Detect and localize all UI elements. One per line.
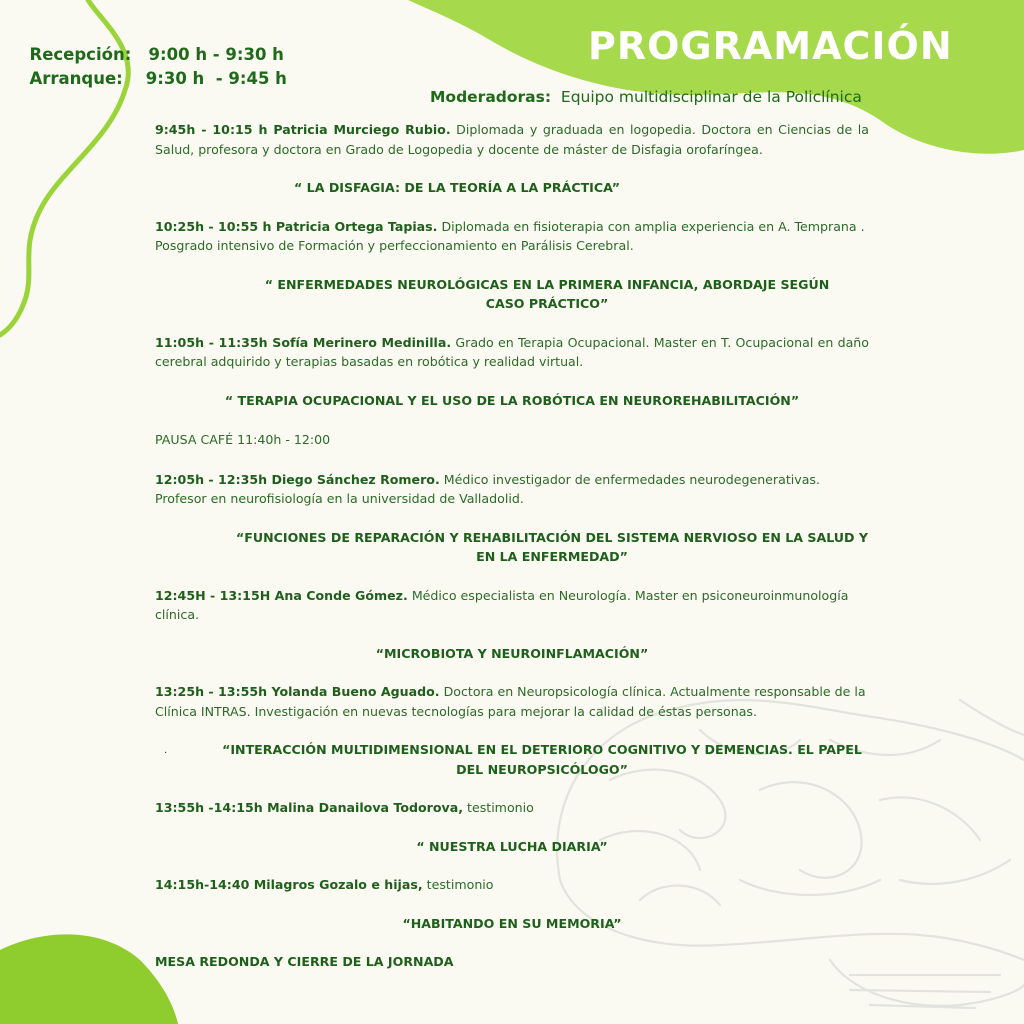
entry-text: testimonio [422,877,494,892]
moderators-label: Moderadoras: [430,88,552,106]
talk-title: “MICROBIOTA Y NEUROINFLAMACIÓN” [375,645,649,661]
coffee-break: PAUSA CAFÉ 11:40h - 12:00 [155,432,331,447]
entry-text: Médico especialista en Neurología. Master en psiconeuroinmunología clínica. [155,587,849,622]
moderators-line [430,88,862,106]
talk-title: “ LA DISFAGIA: DE LA TEORÍA A LA PRÁCTICA” [294,180,620,195]
page-title: PROGRAMACIÓN [588,24,953,68]
reception-time: 9:00 h - 9:30 h [148,45,284,64]
entry-lead: 13:55h -14:15h Malina Danailova Todorova, [155,800,463,815]
program-entry [155,586,869,625]
entry-lead: 14:15h-14:40 Milagros Gozalo e hijas, [155,877,423,892]
entry-text: testimonio [463,800,534,815]
stray-dot: · [164,748,168,759]
entry-lead: 12:05h - 12:35h Diego Sánchez Romero. [155,471,440,487]
program-entry [155,798,869,818]
entry-text: Doctora en Neuropsicología clínica. Actualmente responsable de la Clínica INTRAS. Investigación en nuevas tecnologías para mejorar la calidad de éstas personas. [155,684,866,719]
program-entry [155,682,869,721]
bottom-left-blob [0,934,178,1024]
entry-text: Médico investigador de enfermedades neurodegenerativas. Profesor en neurofisiología en la universidad de Valladolid. [155,471,820,506]
talk-title: “ TERAPIA OCUPACIONAL Y EL USO DE LA ROBÓTICA EN NEUROREHABILITACIÓN” [224,392,800,408]
entry-text: Grado en Terapia Ocupacional. Master en T. Ocupacional en daño cerebral adquirido y terapias basadas en robótica y realidad virtual. [155,334,869,369]
program-list [155,120,869,972]
start-time: 9:30 h - 9:45 h [145,69,287,88]
entry-lead: 11:05h - 11:35h Sofía Merinero Medinilla. [155,334,452,350]
start-label: Arranque: [29,69,123,88]
talk-title: “ NUESTRA LUCHA DIARIA” [416,838,608,854]
entry-lead: 12:45H - 13:15H Ana Conde Gómez. [155,587,408,603]
program-entry [155,120,869,159]
program-entry [155,333,869,372]
program-entry [155,875,869,895]
closing-roundtable: MESA REDONDA Y CIERRE DE LA JORNADA [155,954,454,969]
entry-lead: 10:25h - 10:55 h Patricia Ortega Tapias. [155,218,438,234]
talk-title: “HABITANDO EN SU MEMORIA” [402,915,622,931]
entry-text: Diplomada en fisioterapia con amplia experiencia en A. Temprana . Posgrado intensivo de Formación y perfeccionamiento en Parálisis Cerebral. [155,218,865,253]
moderators-value: Equipo multidisciplinar de la Policlínica [560,88,862,106]
talk-title: “ ENFERMEDADES NEUROLÓGICAS EN LA PRIMERA INFANCIA, ABORDAJE SEGÚN CASO PRÁCTICO” [264,276,830,311]
talk-title: “INTERACCIÓN MULTIDIMENSIONAL EN EL DETERIORO COGNITIVO Y DEMENCIAS. EL PAPEL DEL NEUROPSICÓLOGO” [222,742,862,777]
reception-label: Recepción: [29,45,132,64]
program-entry [155,470,869,509]
talk-title: “FUNCIONES DE REPARACIÓN Y REHABILITACIÓN DEL SISTEMA NERVIOSO EN LA SALUD Y EN LA ENFERMEDAD” [236,529,868,564]
start-schedule [18,46,287,90]
program-entry [155,217,869,256]
entry-lead: 9:45h - 10:15 h Patricia Murciego Rubio. [155,122,451,137]
entry-text: Diplomada y graduada en logopedia. Doctora en Ciencias de la Salud, profesora y doctora en Grado de Logopedia y docente de máster de Disfagia orofaríngea. [155,122,869,157]
entry-lead: 13:25h - 13:55h Yolanda Bueno Aguado. [155,684,440,699]
